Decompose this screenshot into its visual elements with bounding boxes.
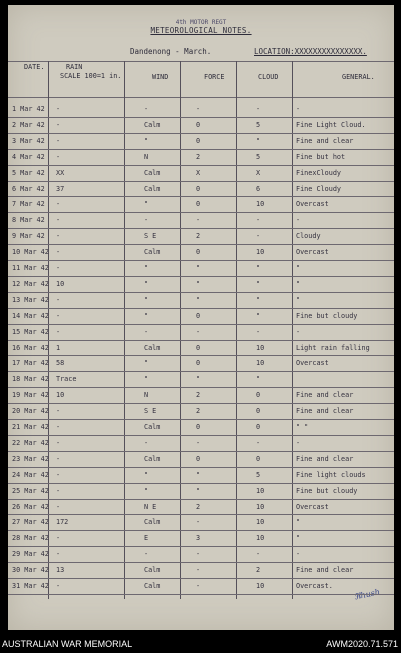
cell-general: Fine and clear xyxy=(296,136,354,145)
cell-wind: Calm xyxy=(144,423,161,431)
cell-wind: " xyxy=(144,279,149,288)
row-rule xyxy=(8,117,394,118)
cell-force: 0 xyxy=(196,359,201,368)
cell-force: 0 xyxy=(196,120,201,129)
cell-wind: " xyxy=(144,295,149,304)
table-row xyxy=(8,292,394,308)
table-row xyxy=(8,212,394,228)
table-row xyxy=(8,499,394,515)
cell-date: 16 Mar 42 xyxy=(12,343,49,352)
cell-date: 21 Mar 42 xyxy=(12,423,49,431)
table-row xyxy=(8,530,394,546)
cell-date: 9 Mar 42 xyxy=(12,232,45,241)
cell-date: 31 Mar 42 xyxy=(12,582,49,590)
cell-cloud: 6 xyxy=(256,184,261,193)
table-row xyxy=(8,578,394,594)
cell-date: 13 Mar 42 xyxy=(12,295,49,304)
cell-date: 4 Mar 42 xyxy=(12,152,45,161)
cell-wind: Calm xyxy=(144,168,161,177)
cell-wind: Calm xyxy=(144,518,161,527)
row-rule xyxy=(8,165,394,166)
cell-force: - xyxy=(196,518,201,527)
cell-general: " xyxy=(296,518,301,527)
cell-wind: S E xyxy=(144,232,157,241)
cell-general: " xyxy=(296,279,301,288)
cell-general: Fine light clouds xyxy=(296,470,366,479)
row-rule xyxy=(8,181,394,182)
cell-rain: - xyxy=(56,327,61,336)
cell-force: " xyxy=(196,375,201,384)
cell-wind: - xyxy=(144,550,149,559)
row-rule xyxy=(8,514,394,515)
cell-cloud: 10 xyxy=(256,359,265,368)
cell-general: Overcast xyxy=(296,200,329,209)
row-rule xyxy=(8,403,394,404)
cell-cloud: 10 xyxy=(256,200,265,209)
cell-force: 2 xyxy=(196,152,201,161)
cell-wind: N xyxy=(144,391,149,400)
cell-force: - xyxy=(196,105,201,113)
row-rule xyxy=(8,276,394,277)
cell-rain: - xyxy=(56,550,61,559)
cell-date: 25 Mar 42 xyxy=(12,486,49,495)
cell-force: - xyxy=(196,438,201,447)
table-row xyxy=(8,101,394,117)
cell-cloud: " xyxy=(256,375,261,384)
cell-general: Fine and clear xyxy=(296,407,354,416)
cell-date: 30 Mar 42 xyxy=(12,566,49,575)
cell-force: 0 xyxy=(196,343,201,352)
row-rule xyxy=(8,244,394,245)
cell-rain: 172 xyxy=(56,518,69,527)
table-row xyxy=(8,387,394,403)
cell-date: 18 Mar 42 xyxy=(12,375,49,384)
cell-general: Overcast xyxy=(296,502,329,511)
table-row xyxy=(8,467,394,483)
cell-rain: - xyxy=(56,407,61,416)
cell-wind: Calm xyxy=(144,120,161,129)
table-row xyxy=(8,546,394,562)
cell-wind: " xyxy=(144,470,149,479)
cell-wind: Calm xyxy=(144,343,161,352)
cell-cloud: 10 xyxy=(256,582,265,590)
header-bottom-rule xyxy=(8,97,394,98)
cell-cloud: 10 xyxy=(256,486,265,495)
cell-rain: - xyxy=(56,311,61,320)
cell-force: X xyxy=(196,168,201,177)
cell-cloud: " xyxy=(256,279,261,288)
row-rule xyxy=(8,483,394,484)
cell-date: 22 Mar 42 xyxy=(12,438,49,447)
cell-rain: - xyxy=(56,152,61,161)
cell-date: 8 Mar 42 xyxy=(12,216,45,225)
cell-date: 15 Mar 42 xyxy=(12,327,49,336)
cell-cloud: - xyxy=(256,232,261,241)
cell-general: - xyxy=(296,327,301,336)
cell-general: Overcast xyxy=(296,248,329,257)
cell-force: 0 xyxy=(196,184,201,193)
header-general: GENERAL. xyxy=(342,73,375,81)
cell-cloud: - xyxy=(256,216,261,225)
cell-rain: - xyxy=(56,423,61,431)
cell-cloud: 0 xyxy=(256,454,261,463)
cell-force: " xyxy=(196,470,201,479)
row-rule xyxy=(8,324,394,325)
row-rule xyxy=(8,451,394,452)
cell-general: " xyxy=(296,295,301,304)
table-row xyxy=(8,340,394,356)
row-rule xyxy=(8,212,394,213)
cell-cloud: 5 xyxy=(256,470,261,479)
cell-cloud: 0 xyxy=(256,391,261,400)
cell-general: Fine Cloudy xyxy=(296,184,342,193)
cell-wind: Calm xyxy=(144,582,161,590)
cell-general: " xyxy=(296,264,301,272)
table-row xyxy=(8,308,394,324)
table-row xyxy=(8,165,394,181)
table-row xyxy=(8,514,394,530)
cell-date: 20 Mar 42 xyxy=(12,407,49,416)
row-rule xyxy=(8,355,394,356)
cell-wind: E xyxy=(144,534,149,543)
cell-date: 23 Mar 42 xyxy=(12,454,49,463)
cell-date: 6 Mar 42 xyxy=(12,184,45,193)
cell-cloud: 10 xyxy=(256,518,265,527)
cell-wind: Calm xyxy=(144,184,161,193)
cell-rain: - xyxy=(56,232,61,241)
table-row xyxy=(8,419,394,435)
header-wind: WIND xyxy=(152,73,169,81)
cell-cloud: 2 xyxy=(256,566,261,575)
row-rule xyxy=(8,196,394,197)
cell-date: 12 Mar 42 xyxy=(12,279,49,288)
cell-rain: - xyxy=(56,454,61,463)
cell-cloud: 0 xyxy=(256,423,261,431)
row-rule xyxy=(8,467,394,468)
cell-date: 2 Mar 42 xyxy=(12,120,45,129)
cell-rain: - xyxy=(56,295,61,304)
cell-force: 2 xyxy=(196,502,201,511)
cell-date: 27 Mar 42 xyxy=(12,518,49,527)
cell-rain: - xyxy=(56,582,61,590)
cell-cloud: - xyxy=(256,327,261,336)
cell-rain: - xyxy=(56,105,61,113)
table-row xyxy=(8,181,394,197)
cell-rain: 13 xyxy=(56,566,65,575)
cell-force: 0 xyxy=(196,136,201,145)
table-row xyxy=(8,276,394,292)
cell-cloud: 10 xyxy=(256,502,265,511)
document-sheet xyxy=(8,5,394,630)
header-rain: RAIN xyxy=(66,63,83,71)
cell-rain: - xyxy=(56,216,61,225)
cell-force: 3 xyxy=(196,534,201,543)
cell-wind: " xyxy=(144,375,149,384)
cell-wind: Calm xyxy=(144,454,161,463)
cell-general: Fine but cloudy xyxy=(296,486,358,495)
table-row xyxy=(8,435,394,451)
cell-cloud: 10 xyxy=(256,343,265,352)
cell-general: Overcast. xyxy=(296,582,333,590)
handwritten-initials: ℜhush xyxy=(353,587,381,602)
cell-general: Fine but hot xyxy=(296,152,346,161)
cell-cloud: X xyxy=(256,168,261,177)
header-force: FORCE xyxy=(204,73,225,81)
cell-rain: - xyxy=(56,502,61,511)
cell-date: 29 Mar 42 xyxy=(12,550,49,559)
table-top-rule xyxy=(8,61,394,62)
cell-general: Overcast xyxy=(296,359,329,368)
cell-rain: Trace xyxy=(56,375,77,384)
cell-force: 2 xyxy=(196,232,201,241)
table-row xyxy=(8,483,394,499)
table-row xyxy=(8,324,394,340)
cell-general: - xyxy=(296,216,301,225)
row-rule xyxy=(8,133,394,134)
cell-force: 0 xyxy=(196,454,201,463)
cell-force: 2 xyxy=(196,391,201,400)
row-rule xyxy=(8,340,394,341)
header-date: DATE. xyxy=(24,63,45,71)
table-row xyxy=(8,260,394,276)
cell-force: " xyxy=(196,295,201,304)
cell-general: Light rain falling xyxy=(296,343,370,352)
cell-wind: - xyxy=(144,327,149,336)
cell-cloud: " xyxy=(256,311,261,320)
cell-rain: - xyxy=(56,248,61,257)
cell-general: Fine but cloudy xyxy=(296,311,358,320)
cell-wind: " xyxy=(144,136,149,145)
cell-general: Fine and clear xyxy=(296,566,354,575)
cell-general: Fine and clear xyxy=(296,391,354,400)
row-rule xyxy=(8,260,394,261)
cell-general: " xyxy=(296,534,301,543)
cell-general: Cloudy xyxy=(296,232,321,241)
cell-wind: Calm xyxy=(144,248,161,257)
table-row xyxy=(8,371,394,387)
cell-general: - xyxy=(296,438,301,447)
cell-wind: N E xyxy=(144,502,157,511)
cell-force: " xyxy=(196,486,201,495)
cell-cloud: - xyxy=(256,105,261,113)
table-row xyxy=(8,403,394,419)
cell-date: 19 Mar 42 xyxy=(12,391,49,400)
cell-date: 26 Mar 42 xyxy=(12,502,49,511)
cell-rain: XX xyxy=(56,168,65,177)
cell-date: 10 Mar 42 xyxy=(12,248,49,257)
cell-rain: - xyxy=(56,534,61,543)
cell-cloud: " xyxy=(256,264,261,272)
cell-date: 24 Mar 42 xyxy=(12,470,49,479)
cell-cloud: " xyxy=(256,295,261,304)
cell-cloud: - xyxy=(256,550,261,559)
cell-rain: - xyxy=(56,486,61,495)
cell-force: 0 xyxy=(196,248,201,257)
row-rule xyxy=(8,530,394,531)
row-rule xyxy=(8,578,394,579)
header-rain-scale: SCALE 100=1 in. xyxy=(60,72,122,80)
cell-cloud: " xyxy=(256,136,261,145)
cell-cloud: 5 xyxy=(256,152,261,161)
cell-date: 1 Mar 42 xyxy=(12,105,45,113)
cell-cloud: 5 xyxy=(256,120,261,129)
cell-wind: - xyxy=(144,105,149,113)
cell-rain: 58 xyxy=(56,359,65,368)
cell-wind: - xyxy=(144,216,149,225)
cell-force: " xyxy=(196,264,201,272)
row-rule xyxy=(8,387,394,388)
table-row xyxy=(8,133,394,149)
unit-heading: 4th MOTOR REGT xyxy=(175,19,227,26)
cell-rain: 1 xyxy=(56,343,61,352)
cell-cloud: - xyxy=(256,438,261,447)
table-row xyxy=(8,562,394,578)
cell-general: - xyxy=(296,550,301,559)
row-rule xyxy=(8,499,394,500)
cell-general: " " xyxy=(296,423,309,431)
cell-wind: " xyxy=(144,311,149,320)
cell-wind: S E xyxy=(144,407,157,416)
cell-rain: - xyxy=(56,200,61,209)
cell-rain: - xyxy=(56,438,61,447)
footer-credit: AUSTRALIAN WAR MEMORIAL xyxy=(2,639,133,649)
location-label: LOCATION:XXXXXXXXXXXXXXX. xyxy=(254,47,367,56)
table-row xyxy=(8,355,394,371)
cell-wind: " xyxy=(144,200,149,209)
cell-wind: - xyxy=(144,438,149,447)
row-rule xyxy=(8,435,394,436)
cell-date: 28 Mar 42 xyxy=(12,534,49,543)
cell-force: 0 xyxy=(196,200,201,209)
cell-wind: Calm xyxy=(144,566,161,575)
row-rule xyxy=(8,594,394,595)
cell-wind: N xyxy=(144,152,149,161)
row-rule xyxy=(8,371,394,372)
table-row xyxy=(8,149,394,165)
cell-general: Fine and clear xyxy=(296,454,354,463)
table-row xyxy=(8,228,394,244)
cell-date: 14 Mar 42 xyxy=(12,311,49,320)
cell-force: 0 xyxy=(196,423,201,431)
cell-date: 11 Mar 42 xyxy=(12,264,49,272)
place-month: Dandenong - March. xyxy=(130,47,212,56)
row-rule xyxy=(8,419,394,420)
footer-bar xyxy=(0,636,401,653)
cell-wind: " xyxy=(144,264,149,272)
cell-general: FinexCloudy xyxy=(296,168,342,177)
cell-general: - xyxy=(296,105,301,113)
cell-force: - xyxy=(196,216,201,225)
cell-force: - xyxy=(196,550,201,559)
row-rule xyxy=(8,292,394,293)
row-rule xyxy=(8,562,394,563)
cell-force: 2 xyxy=(196,407,201,416)
cell-rain: 10 xyxy=(56,279,65,288)
cell-rain: - xyxy=(56,264,61,272)
cell-force: " xyxy=(196,279,201,288)
row-rule xyxy=(8,546,394,547)
cell-rain: - xyxy=(56,120,61,129)
cell-rain: 10 xyxy=(56,391,65,400)
cell-force: 0 xyxy=(196,311,201,320)
cell-force: - xyxy=(196,566,201,575)
document-title: METEOROLOGICAL NOTES. xyxy=(150,26,252,35)
cell-cloud: 10 xyxy=(256,534,265,543)
cell-rain: 37 xyxy=(56,184,65,193)
cell-wind: " xyxy=(144,359,149,368)
table-row xyxy=(8,244,394,260)
cell-wind: " xyxy=(144,486,149,495)
table-row xyxy=(8,196,394,212)
cell-date: 3 Mar 42 xyxy=(12,136,45,145)
cell-date: 17 Mar 42 xyxy=(12,359,49,368)
cell-rain: - xyxy=(56,136,61,145)
table-row xyxy=(8,451,394,467)
cell-force: - xyxy=(196,327,201,336)
header-cloud: CLOUD xyxy=(258,73,279,81)
cell-date: 7 Mar 42 xyxy=(12,200,45,209)
cell-cloud: 10 xyxy=(256,248,265,257)
row-rule xyxy=(8,228,394,229)
cell-force: - xyxy=(196,582,201,590)
row-rule xyxy=(8,149,394,150)
cell-cloud: 0 xyxy=(256,407,261,416)
cell-date: 5 Mar 42 xyxy=(12,168,45,177)
footer-accession-number: AWM2020.71.571 xyxy=(326,639,398,649)
cell-general: Fine Light Cloud. xyxy=(296,120,366,129)
row-rule xyxy=(8,308,394,309)
cell-rain: - xyxy=(56,470,61,479)
table-row xyxy=(8,117,394,133)
